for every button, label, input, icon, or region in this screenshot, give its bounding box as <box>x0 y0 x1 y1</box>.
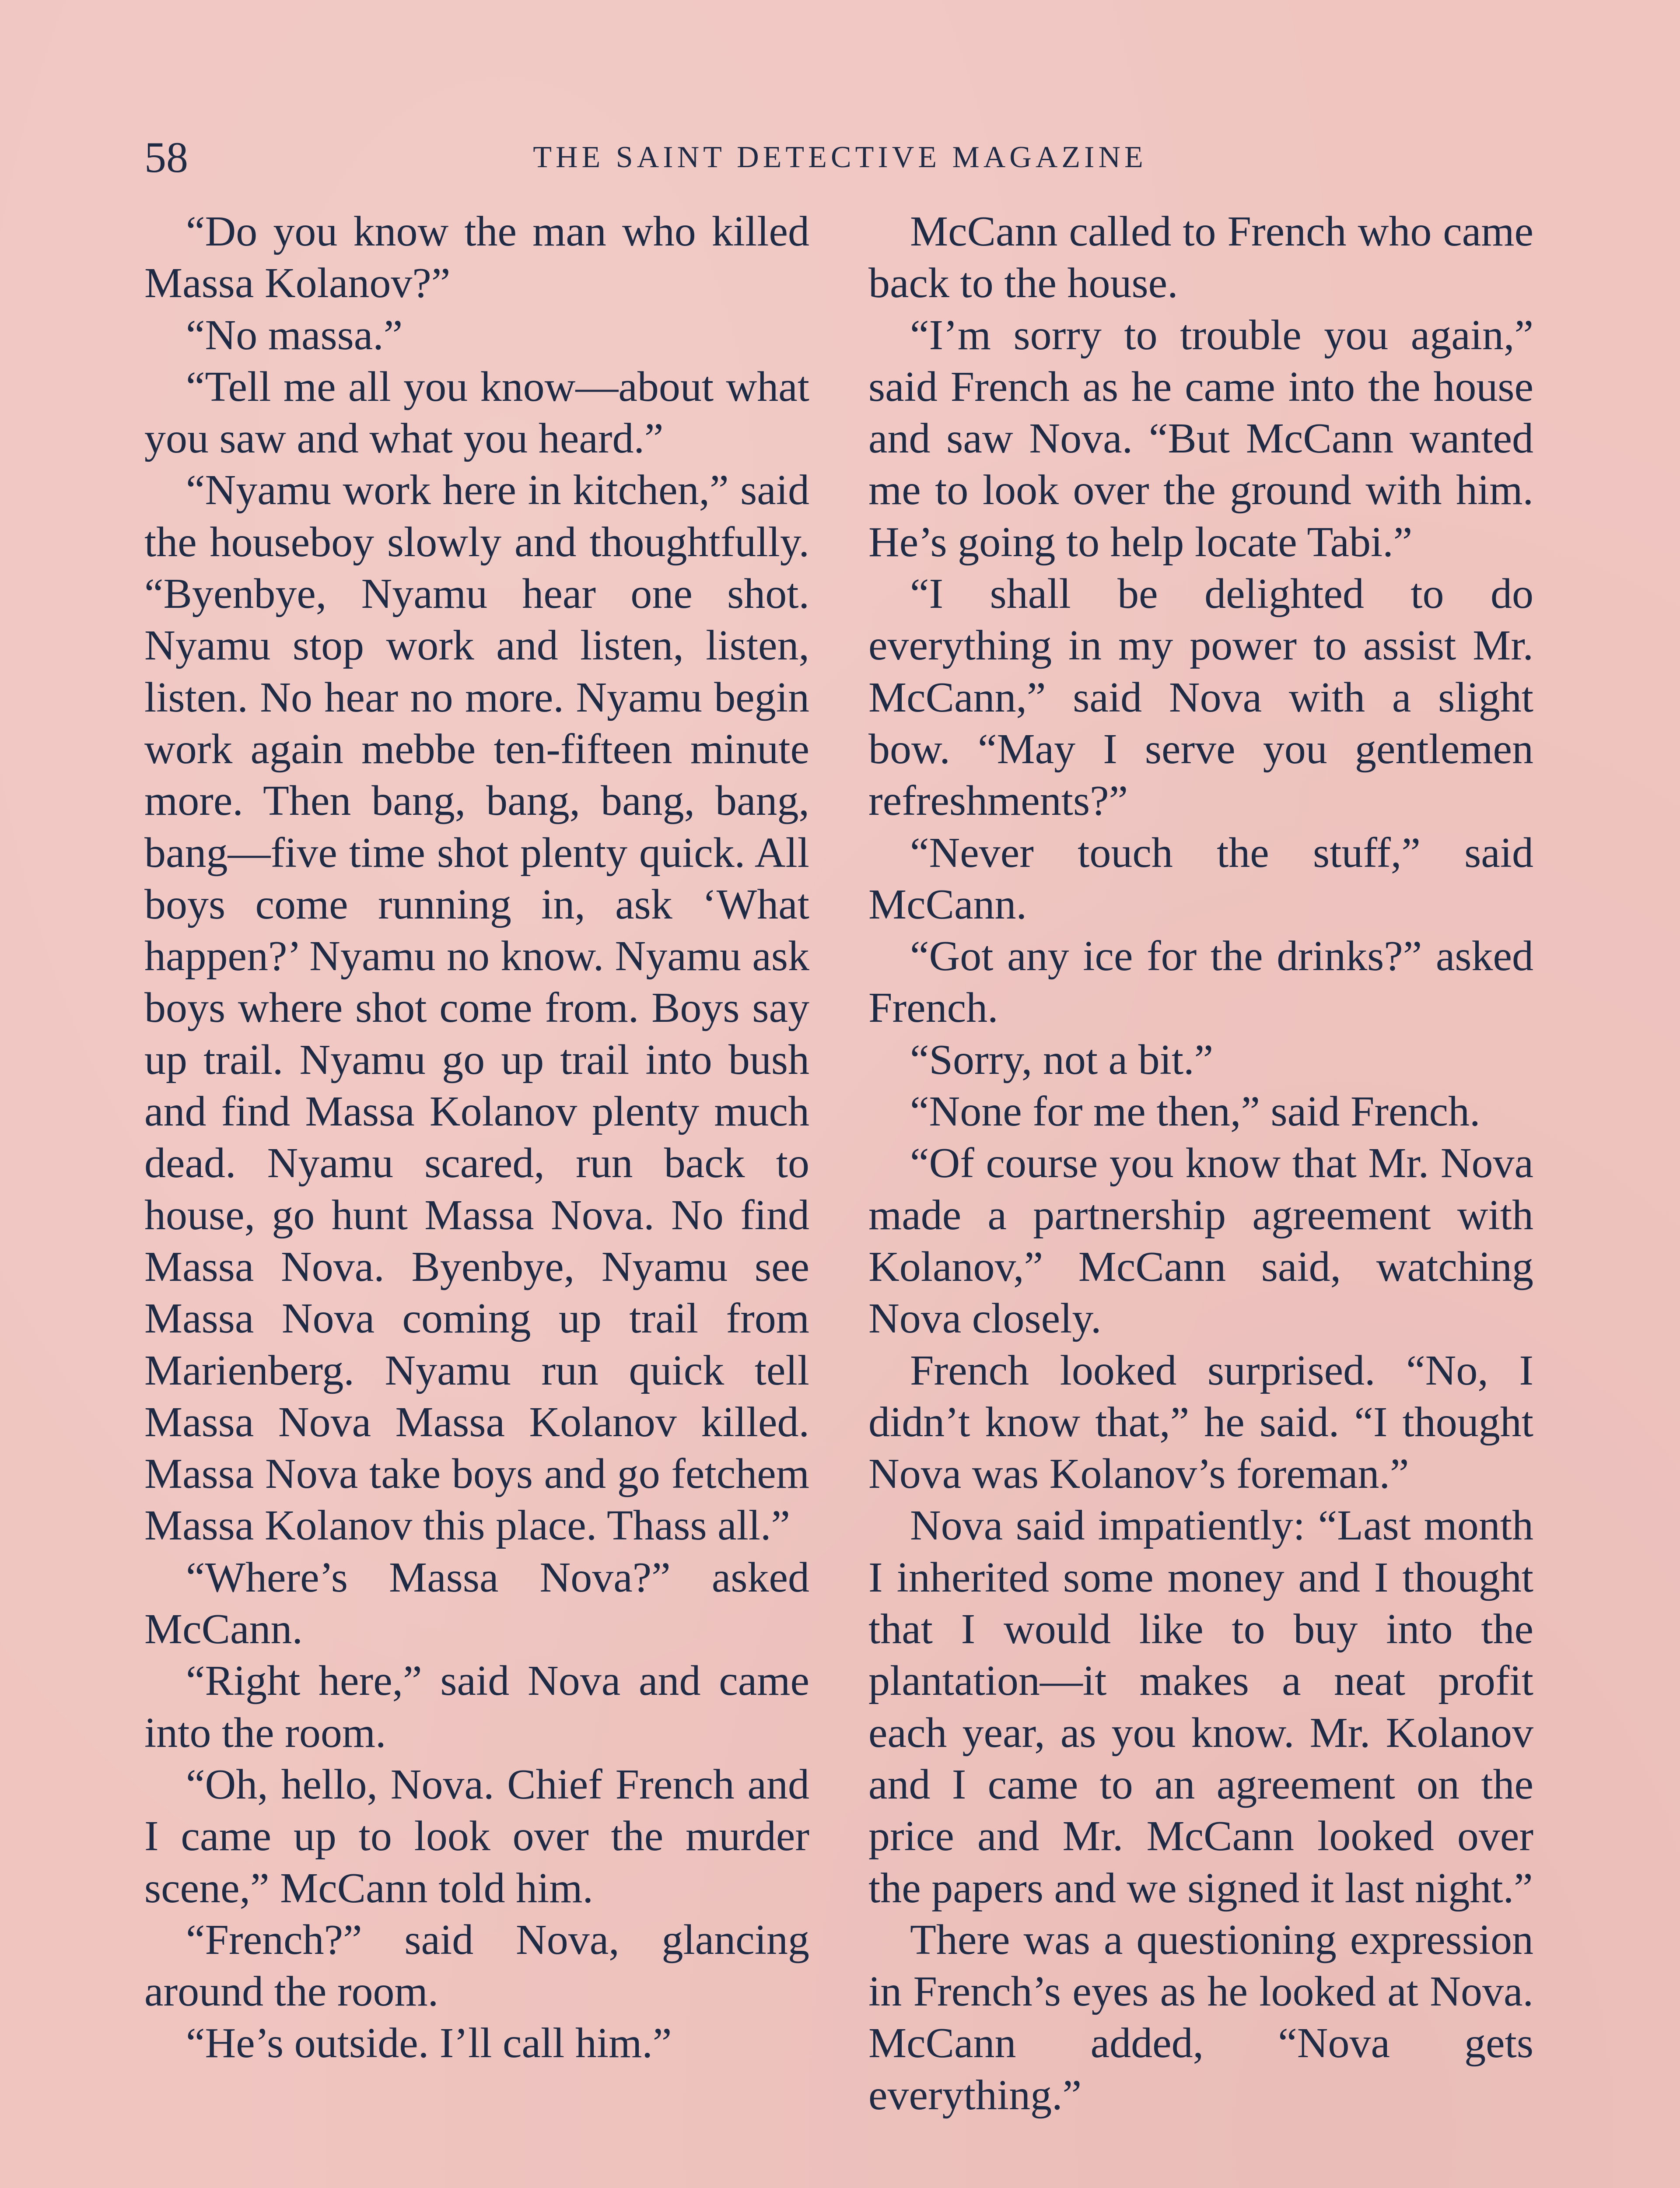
paragraph: “Sorry, not a bit.” <box>910 1036 1214 1083</box>
left-column <box>144 206 809 2069</box>
paragraph: “Nyamu work here in kitchen,” said the houseboy slowly and thoughtfully. “Byenbye, Nyamu hear one shot. Nyamu stop work and listen, listen, listen. No hear no more. Nyamu begin work again mebbe ten-fifteen minute more. Then bang, bang, bang, bang, bang—five time shot plenty quick. All boys come running in, ask ‘What happen?’ Nyamu no know. Nyamu ask boys where shot come from. Boys say up trail. Nyamu go up trail into bush and find Massa Kolanov plenty much dead. Nyamu scared, run back to house, go hunt Massa Nova. No find Massa Nova. Byenbye, Nyamu see Massa Nova coming up trail from Marienberg. Nyamu run quick tell Massa Nova Massa Kolanov killed. Massa Nova take boys and go fetchem Massa Kolanov this place. Thass all.” <box>144 466 809 1550</box>
paragraph: “Tell me all you know—about what you saw and what you heard.” <box>144 363 809 463</box>
paragraph: French looked surprised. “No, I didn’t know that,” he said. “I thought Nova was Kolanov’s foreman.” <box>868 1346 1533 1498</box>
paragraph: “I shall be delighted to do everything in my power to assist Mr. McCann,” said Nova with a slight bow. “May I serve you gentlemen refreshments?” <box>868 570 1533 825</box>
paragraph: “French?” said Nova, glancing around the room. <box>144 1916 809 2016</box>
paragraph: “Never touch the stuff,” said McCann. <box>868 829 1533 928</box>
paragraph: “No massa.” <box>186 311 403 359</box>
paragraph: “Oh, hello, Nova. Chief French and I came up to look over the murder scene,” McCann told him. <box>144 1760 809 1912</box>
right-column <box>868 206 1533 2121</box>
page-header <box>144 131 1536 184</box>
paragraph: “None for me then,” said French. <box>910 1088 1480 1136</box>
paragraph: “Got any ice for the drinks?” asked French. <box>868 933 1533 1032</box>
running-title: THE SAINT DETECTIVE MAGAZINE <box>533 140 1147 174</box>
paragraph: “Do you know the man who killed Massa Kolanov?” <box>144 208 809 307</box>
paragraph: “Right here,” said Nova and came into the room. <box>144 1657 809 1757</box>
paragraph: There was a questioning expression in French’s eyes as he looked at Nova. McCann added, “Nova gets everything.” <box>868 1916 1533 2119</box>
paragraph: “I’m sorry to trouble you again,” said French as he came into the house and saw Nova. “But McCann wanted me to look over the ground with him. He’s going to help locate Tabi.” <box>868 311 1533 566</box>
paragraph: “Where’s Massa Nova?” asked McCann. <box>144 1553 809 1653</box>
paragraph: McCann called to French who came back to the house. <box>868 208 1533 307</box>
page-number: 58 <box>144 133 188 182</box>
paragraph: Nova said impatiently: “Last month I inherited some money and I thought that I would like to buy into the plantation—it makes a neat profit each year, as you know. Mr. Kolanov and I came to an agreement on the price and Mr. McCann looked over the papers and we signed it last night.” <box>868 1502 1533 1912</box>
paragraph: “Of course you know that Mr. Nova made a partnership agreement with Kolanov,” McCann said, watching Nova closely. <box>868 1140 1533 1343</box>
paragraph: “He’s outside. I’ll call him.” <box>186 2020 672 2067</box>
